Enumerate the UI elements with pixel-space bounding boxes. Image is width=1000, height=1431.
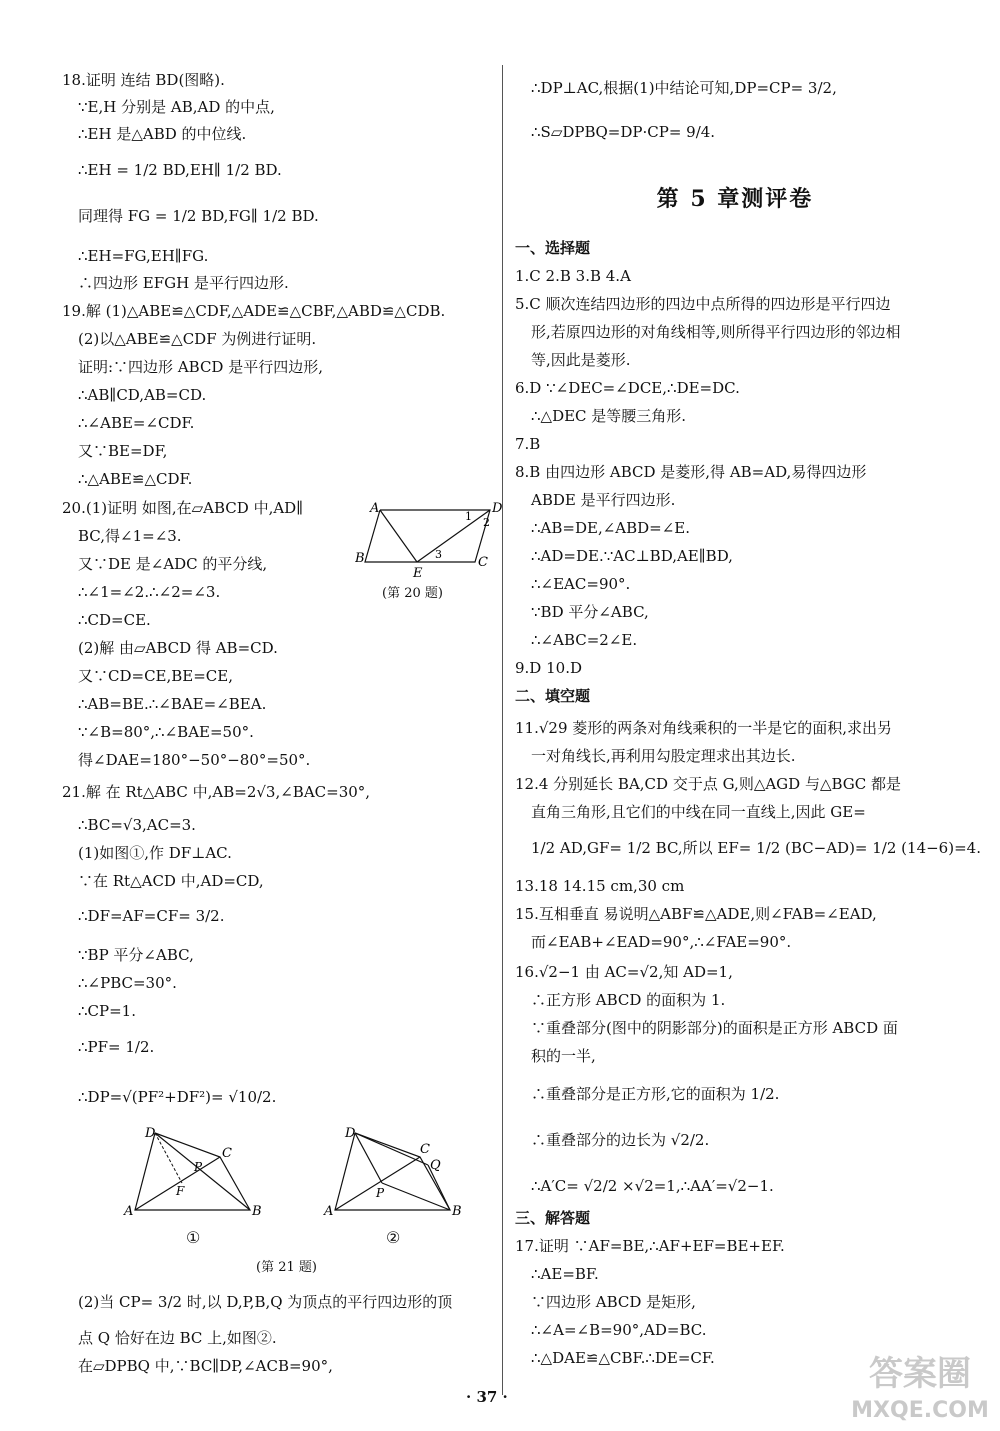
text-line: ∴AB∥CD,AB=CD. — [78, 386, 207, 404]
text-line: ∴∠ABC=2∠E. — [531, 631, 638, 649]
text-line: ∴CD=CE. — [78, 611, 151, 629]
section-heading: 三、解答题 — [515, 1209, 591, 1227]
text-line: 形,若原四边形的对角线相等,则所得平行四边形的邻边相 — [531, 323, 901, 341]
point-label: C — [478, 555, 488, 570]
figure-21-1-label: ① — [186, 1228, 201, 1247]
text-line: (2)解 由▱ABCD 得 AB=CD. — [78, 639, 278, 657]
text-line: 直角三角形,且它们的中线在同一直线上,因此 GE= — [531, 803, 866, 821]
text-line: 点 Q 恰好在边 BC 上,如图②. — [78, 1329, 277, 1347]
text-line: 又∵BE=DF, — [78, 442, 168, 460]
text-line: 5.C 顺次连结四边形的四边中点所得的四边形是平行四边 — [515, 295, 891, 313]
column-divider — [502, 65, 503, 1395]
text-line: ∴△ABE≌△CDF. — [78, 470, 193, 488]
angle-label: 1 — [465, 510, 472, 523]
section-heading: 二、填空题 — [515, 687, 591, 705]
text-line: ∵重叠部分(图中的阴影部分)的面积是正方形 ABCD 面 — [531, 1019, 898, 1037]
text-line: 1.C 2.B 3.B 4.A — [515, 267, 631, 285]
text-line: 证明:∵四边形 ABCD 是平行四边形, — [78, 358, 323, 376]
text-line: 21.解 在 Rt△ABC 中,AB=2√3,∠BAC=30°, — [62, 783, 371, 801]
text-line: 在▱DPBQ 中,∵BC∥DP,∠ACB=90°, — [78, 1357, 333, 1375]
text-line: 13.18 14.15 cm,30 cm — [515, 877, 685, 895]
point-label: C — [222, 1146, 232, 1161]
svg-text:答案圈: 答案圈 — [869, 1354, 971, 1394]
text-line: ∵四边形 ABCD 是矩形, — [531, 1293, 696, 1311]
page-number: · 37 · — [466, 1388, 508, 1406]
text-line: ∴BC=√3,AC=3. — [78, 816, 196, 834]
text-line: ∴AE=BF. — [531, 1265, 599, 1283]
text-line: ∵BD 平分∠ABC, — [531, 603, 649, 621]
text-line: 1/2 AD,GF= 1/2 BC,所以 EF= 1/2 (BC−AD)= 1/2 (14−6)=4. — [531, 839, 981, 857]
text-line: ∴A′C= √2/2 ×√2=1,∴AA′=√2−1. — [531, 1177, 774, 1195]
text-line: ∴∠EAC=90°. — [531, 575, 631, 593]
text-line: ∴AB=BE.∴∠BAE=∠BEA. — [78, 695, 267, 713]
text-line: ∴AB=DE,∠ABD=∠E. — [531, 519, 691, 537]
text-line: 12.4 分别延长 BA,CD 交于点 G,则△AGD 与△BGC 都是 — [515, 775, 902, 793]
point-label: A — [324, 1204, 334, 1219]
text-line: ∴△DAE≌△CBF.∴DE=CF. — [531, 1349, 715, 1367]
text-line: 7.B — [515, 435, 541, 453]
text-line: BC,得∠1=∠3. — [78, 527, 182, 545]
point-label: E — [413, 566, 423, 580]
text-line: 18.证明 连结 BD(图略). — [62, 71, 225, 89]
point-label: A — [124, 1204, 134, 1219]
text-line: ∴DF=AF=CF= 3/2. — [78, 907, 225, 925]
text-line: ABDE 是平行四边形. — [531, 491, 676, 509]
text-line: ∴DP=√(PF²+DF²)= √10/2. — [78, 1088, 277, 1106]
text-line: 15.互相垂直 易说明△ABF≌△ADE,则∠FAB=∠EAD, — [515, 905, 877, 923]
svg-text:MXQE.COM: MXQE.COM — [851, 1398, 989, 1423]
text-line: ∴S▱DPBQ=DP·CP= 9/4. — [531, 123, 716, 141]
point-label: B — [355, 551, 365, 566]
text-line: ∴∠A=∠B=90°,AD=BC. — [531, 1321, 707, 1339]
text-line: 17.证明 ∵AF=BE,∴AF+EF=BE+EF. — [515, 1237, 785, 1255]
text-line: ∴四边形 EFGH 是平行四边形. — [78, 274, 289, 292]
text-line: ∴EH = 1/2 BD,EH∥ 1/2 BD. — [78, 161, 282, 179]
text-line: 6.D ∵∠DEC=∠DCE,∴DE=DC. — [515, 379, 740, 397]
text-line: (2)当 CP= 3/2 时,以 D,P,B,Q 为顶点的平行四边形的顶 — [78, 1293, 453, 1311]
point-label: B — [452, 1204, 462, 1219]
point-label: P — [194, 1160, 203, 1174]
section-heading: 一、选择题 — [515, 239, 591, 257]
text-line: 积的一半, — [531, 1047, 596, 1065]
point-label: C — [420, 1142, 430, 1157]
angle-label: 3 — [435, 548, 442, 561]
text-line: ∵E,H 分别是 AB,AD 的中点, — [78, 98, 275, 116]
point-label: B — [252, 1204, 262, 1219]
text-line: ∴EH 是△ABD 的中位线. — [78, 125, 247, 143]
text-line: (1)如图①,作 DF⊥AC. — [78, 844, 232, 862]
text-line: ∴△DEC 是等腰三角形. — [531, 407, 687, 425]
text-line: 又∵DE 是∠ADC 的平分线, — [78, 555, 268, 573]
text-line: ∴重叠部分的边长为 √2/2. — [531, 1131, 710, 1149]
text-line: ∵BP 平分∠ABC, — [78, 946, 194, 964]
point-label: D — [492, 501, 503, 516]
text-line: 19.解 (1)△ABE≌△CDF,△ADE≌△CBF,△ABD≌△CDB. — [62, 302, 446, 320]
point-label: D — [345, 1126, 356, 1141]
text-line: ∴正方形 ABCD 的面积为 1. — [531, 991, 726, 1009]
figure-21-1 — [120, 1125, 270, 1225]
text-line: 等,因此是菱形. — [531, 351, 631, 369]
text-line: 得∠DAE=180°−50°−80°=50°. — [78, 751, 311, 769]
text-line: 20.(1)证明 如图,在▱ABCD 中,AD∥ — [62, 499, 304, 517]
text-line: ∵∠B=80°,∴∠BAE=50°. — [78, 723, 254, 741]
figure-21-caption: (第 21 题) — [256, 1260, 317, 1275]
point-label: P — [376, 1186, 385, 1200]
text-line: ∴CP=1. — [78, 1002, 136, 1020]
point-label: D — [145, 1126, 156, 1141]
text-line: ∴重叠部分是正方形,它的面积为 1/2. — [531, 1085, 780, 1103]
text-line: ∴EH=FG,EH∥FG. — [78, 247, 209, 265]
text-line: 8.B 由四边形 ABCD 是菱形,得 AB=AD,易得四边形 — [515, 463, 867, 481]
text-line: ∴∠1=∠2.∴∠2=∠3. — [78, 583, 221, 601]
text-line: 而∠EAB+∠EAD=90°,∴∠FAE=90°. — [531, 933, 792, 951]
text-line: 11.√29 菱形的两条对角线乘积的一半是它的面积,求出另 — [515, 719, 893, 737]
text-line: 一对角线长,再利用勾股定理求出其边长. — [531, 747, 796, 765]
text-line: 16.√2−1 由 AC=√2,知 AD=1, — [515, 963, 733, 981]
text-line: ∴AD=DE.∵AC⊥BD,AE∥BD, — [531, 547, 733, 565]
text-line: ∴DP⊥AC,根据(1)中结论可知,DP=CP= 3/2, — [531, 79, 837, 97]
figure-20-caption: (第 20 题) — [382, 586, 443, 601]
angle-label: 2 — [483, 516, 490, 529]
chapter-title: 第 5 章测评卷 — [656, 186, 814, 212]
figure-21-2-label: ② — [386, 1228, 401, 1247]
text-line: 又∵CD=CE,BE=CE, — [78, 667, 234, 685]
watermark-logo — [845, 1345, 995, 1425]
text-line: ∴PF= 1/2. — [78, 1038, 155, 1056]
figure-21-2 — [320, 1125, 470, 1225]
point-label: F — [176, 1184, 185, 1198]
text-line: ∴∠ABE=∠CDF. — [78, 414, 195, 432]
text-line: 9.D 10.D — [515, 659, 582, 677]
text-line: ∵在 Rt△ACD 中,AD=CD, — [78, 872, 264, 890]
text-line: (2)以△ABE≌△CDF 为例进行证明. — [78, 330, 317, 348]
text-line: 同理得 FG = 1/2 BD,FG∥ 1/2 BD. — [78, 207, 319, 225]
text-line: ∴∠PBC=30°. — [78, 974, 177, 992]
point-label: A — [370, 501, 380, 516]
figure-20 — [355, 500, 505, 580]
point-label: Q — [430, 1158, 441, 1173]
